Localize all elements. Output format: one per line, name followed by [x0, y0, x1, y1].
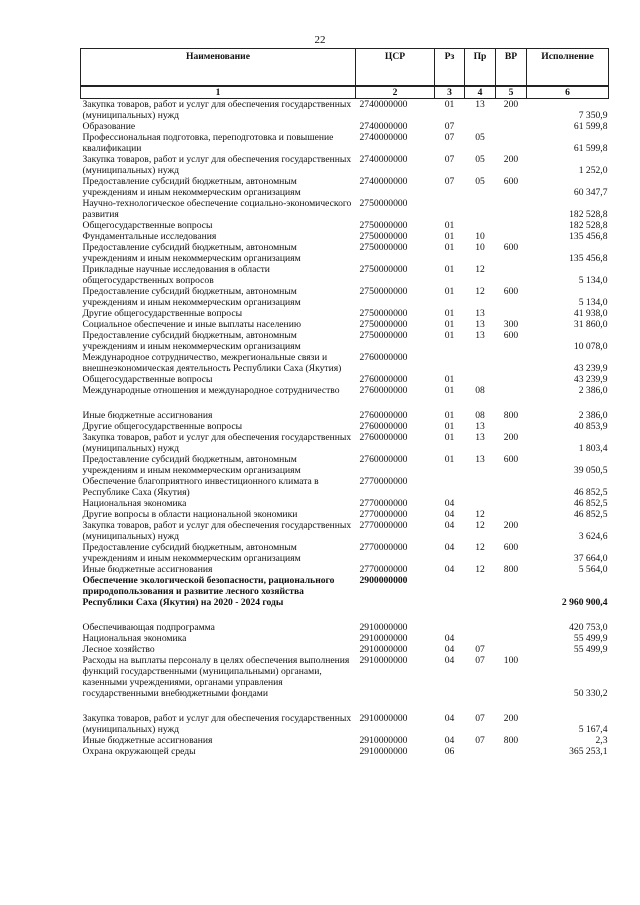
table-row — [81, 374, 609, 385]
row-section-code: 01 — [444, 319, 455, 330]
row-csr-code: 2740000000 — [359, 99, 408, 110]
row-expense-type — [496, 746, 527, 757]
row-expense-type — [496, 121, 527, 132]
row-execution-amount: 5 564,0 — [578, 564, 608, 575]
row-expense-type — [496, 132, 527, 154]
row-section-code: 01 — [444, 385, 455, 396]
row-subsection-code: 05 — [475, 154, 485, 165]
row-subsection-code — [465, 352, 496, 374]
table-row — [81, 99, 609, 122]
row-section-code: 04 — [444, 655, 455, 666]
row-csr-code: 2760000000 — [359, 454, 408, 465]
row-subsection-code: 13 — [475, 99, 485, 110]
row-csr-code: 2740000000 — [359, 132, 408, 143]
row-section-code: 07 — [444, 132, 455, 143]
row-csr-code: 2750000000 — [359, 231, 408, 242]
column-header-pr: Пр — [465, 49, 496, 87]
row-csr-code — [356, 396, 435, 410]
column-number: 2 — [356, 86, 435, 99]
row-expense-type: 600 — [503, 542, 519, 553]
row-csr-code: 2770000000 — [359, 542, 408, 553]
table-row — [81, 713, 609, 735]
row-execution-amount: 61 599,8 — [573, 143, 608, 154]
row-subsection-code: 12 — [475, 509, 485, 520]
row-expense-type: 600 — [503, 330, 519, 341]
row-execution-amount: 41 938,0 — [573, 308, 608, 319]
column-header-csr: ЦСР — [356, 49, 435, 87]
column-number: 5 — [496, 86, 527, 99]
table-row — [81, 154, 609, 176]
row-csr-code: 2910000000 — [359, 713, 408, 724]
row-expense-type — [496, 622, 527, 633]
row-csr-code: 2770000000 — [359, 498, 408, 509]
row-section-code: 01 — [444, 374, 455, 385]
row-section-code: 07 — [444, 176, 455, 187]
row-section-code: 04 — [444, 520, 455, 531]
row-execution-amount: 43 239,9 — [573, 374, 608, 385]
column-number: 6 — [527, 86, 609, 99]
row-subsection-code: 05 — [475, 132, 485, 143]
spacer-row — [81, 608, 609, 622]
row-subsection-code — [465, 608, 496, 622]
row-subsection-code: 07 — [475, 655, 485, 666]
row-name: Общегосударственные вопросы — [82, 374, 213, 385]
table-row — [81, 644, 609, 655]
table-row — [81, 735, 609, 746]
row-name: Общегосударственные вопросы — [82, 220, 213, 231]
row-expense-type — [496, 308, 527, 319]
row-name: Лесное хозяйство — [82, 644, 155, 655]
row-name: Другие вопросы в области национальной экономики — [82, 509, 298, 520]
row-execution-amount: 31 860,0 — [573, 319, 608, 330]
row-csr-code: 2750000000 — [359, 198, 408, 209]
row-execution-amount: 10 078,0 — [573, 341, 608, 352]
row-execution-amount: 61 599,8 — [573, 121, 608, 132]
column-header-exec: Исполнение — [527, 49, 609, 87]
row-name: Фундаментальные исследования — [82, 231, 217, 242]
table-row — [81, 121, 609, 132]
row-name: Предоставление субсидий бюджетным, автономным учреждениям и иным некоммерческим организациям — [82, 176, 301, 198]
row-subsection-code: 07 — [475, 735, 485, 746]
row-name: Предоставление субсидий бюджетным, автономным учреждениям и иным некоммерческим организациям — [82, 542, 301, 564]
row-csr-code: 2770000000 — [359, 564, 408, 575]
row-subsection-code — [465, 575, 496, 608]
table-row — [81, 319, 609, 330]
row-subsection-code — [465, 498, 496, 509]
table-row — [81, 385, 609, 396]
row-subsection-code — [465, 699, 496, 713]
row-csr-code: 2910000000 — [359, 644, 408, 655]
row-name: Другие общегосударственные вопросы — [82, 308, 243, 319]
row-csr-code: 2750000000 — [359, 308, 408, 319]
row-name: Закупка товаров, работ и услуг для обеспечения государственных (муниципальных) нужд — [82, 99, 352, 121]
table-row — [81, 132, 609, 154]
row-csr-code: 2760000000 — [359, 385, 408, 396]
row-name: Обеспечение экологической безопасности, рационального природопользования и развитие лесного хозяйства Республики Саха (Якутия) на 2020 - 2024 годы — [82, 575, 335, 608]
budget-table — [80, 48, 609, 757]
row-csr-code — [356, 699, 435, 713]
row-section-code: 04 — [444, 633, 455, 644]
row-subsection-code: 13 — [475, 421, 485, 432]
row-execution-amount: 135 456,8 — [569, 253, 608, 264]
page-number: 22 — [314, 34, 326, 46]
row-expense-type — [496, 231, 527, 242]
table-row — [81, 633, 609, 644]
row-section-code: 01 — [444, 454, 455, 465]
table-row — [81, 509, 609, 520]
table-row — [81, 231, 609, 242]
row-csr-code: 2770000000 — [359, 520, 408, 531]
row-execution-amount: 420 753,0 — [569, 622, 608, 633]
row-execution-amount: 2,3 — [595, 735, 608, 746]
column-header-name: Наименование — [81, 49, 356, 87]
row-subsection-code: 08 — [475, 385, 485, 396]
row-subsection-code: 12 — [475, 542, 485, 553]
row-expense-type — [496, 575, 527, 608]
row-subsection-code: 05 — [475, 176, 485, 187]
row-name: Образование — [82, 121, 136, 132]
row-section-code: 04 — [444, 564, 455, 575]
row-execution-amount: 1 252,0 — [578, 165, 608, 176]
row-section-code — [435, 699, 465, 713]
row-expense-type: 200 — [503, 713, 519, 724]
row-section-code — [435, 352, 465, 374]
row-expense-type — [496, 633, 527, 644]
row-expense-type: 800 — [503, 410, 519, 421]
row-name: Обеспечивающая подпрограмма — [82, 622, 215, 633]
row-expense-type — [496, 220, 527, 231]
row-section-code: 04 — [444, 713, 455, 724]
row-name: Обеспечение благоприятного инвестиционного климата в Республике Саха (Якутия) — [82, 476, 319, 498]
row-execution-amount: 5 167,4 — [578, 724, 608, 735]
row-execution-amount: 5 134,0 — [578, 275, 608, 286]
row-execution-amount: 40 853,9 — [573, 421, 608, 432]
row-section-code — [435, 476, 465, 498]
row-subsection-code: 13 — [475, 432, 485, 443]
table-row — [81, 198, 609, 220]
row-csr-code: 2750000000 — [359, 286, 408, 297]
row-execution-amount: 1 803,4 — [578, 443, 608, 454]
row-name: Национальная экономика — [82, 633, 187, 644]
row-execution-amount: 37 664,0 — [573, 553, 608, 564]
row-expense-type — [496, 608, 527, 622]
header-row — [81, 49, 609, 87]
row-csr-code: 2910000000 — [359, 633, 408, 644]
row-subsection-code: 13 — [475, 308, 485, 319]
table-row — [81, 286, 609, 308]
row-section-code: 01 — [444, 330, 455, 341]
row-csr-code: 2750000000 — [359, 264, 408, 275]
row-subsection-code: 08 — [475, 410, 485, 421]
row-subsection-code: 13 — [475, 454, 485, 465]
row-subsection-code — [465, 121, 496, 132]
row-name: Другие общегосударственные вопросы — [82, 421, 243, 432]
row-csr-code: 2750000000 — [359, 220, 408, 231]
table-body — [81, 99, 609, 758]
row-name: Социальное обеспечение и иные выплаты населению — [82, 319, 301, 330]
table-row — [81, 421, 609, 432]
row-name: Предоставление субсидий бюджетным, автономным учреждениям и иным некоммерческим организациям — [82, 286, 301, 308]
row-section-code: 01 — [444, 286, 455, 297]
row-name: Профессиональная подготовка, переподготовка и повышение квалификации — [82, 132, 334, 154]
row-section-code: 04 — [444, 509, 455, 520]
row-execution-amount — [527, 608, 609, 622]
row-execution-amount: 46 852,5 — [573, 487, 608, 498]
table-row — [81, 410, 609, 421]
row-subsection-code: 07 — [475, 713, 485, 724]
row-csr-code: 2750000000 — [359, 330, 408, 341]
row-section-code — [435, 396, 465, 410]
row-csr-code: 2910000000 — [359, 655, 408, 666]
row-name: Закупка товаров, работ и услуг для обеспечения государственных (муниципальных) нужд — [82, 154, 352, 176]
row-section-code: 01 — [444, 432, 455, 443]
row-subsection-code — [465, 220, 496, 231]
row-execution-amount: 46 852,5 — [573, 498, 608, 509]
row-expense-type — [496, 264, 527, 286]
row-section-code: 01 — [444, 264, 455, 275]
row-section-code — [435, 608, 465, 622]
row-execution-amount: 5 134,0 — [578, 297, 608, 308]
row-name: Предоставление субсидий бюджетным, автономным учреждениям и иным некоммерческим организациям — [82, 454, 301, 476]
row-section-code: 07 — [444, 154, 455, 165]
row-execution-amount: 60 347,7 — [573, 187, 608, 198]
row-expense-type — [496, 644, 527, 655]
row-expense-type: 800 — [503, 735, 519, 746]
row-section-code — [435, 622, 465, 633]
spacer-row — [81, 396, 609, 410]
row-name: Национальная экономика — [82, 498, 187, 509]
row-execution-amount — [527, 396, 609, 410]
table-row — [81, 575, 609, 608]
row-section-code: 07 — [444, 121, 455, 132]
row-section-code: 04 — [444, 542, 455, 553]
row-section-code: 01 — [444, 308, 455, 319]
row-expense-type: 300 — [503, 319, 519, 330]
row-expense-type — [496, 421, 527, 432]
row-csr-code: 2750000000 — [359, 242, 408, 253]
row-execution-amount: 2 386,0 — [578, 410, 608, 421]
table-row — [81, 498, 609, 509]
row-csr-code: 2760000000 — [359, 421, 408, 432]
row-section-code: 01 — [444, 99, 455, 110]
row-csr-code: 2760000000 — [359, 374, 408, 385]
row-expense-type: 600 — [503, 454, 519, 465]
row-subsection-code: 12 — [475, 286, 485, 297]
column-header-vr: ВР — [496, 49, 527, 87]
row-name: Охрана окружающей среды — [82, 746, 196, 757]
row-expense-type: 200 — [503, 154, 519, 165]
row-execution-amount: 3 624,6 — [578, 531, 608, 542]
row-csr-code: 2750000000 — [359, 319, 408, 330]
row-execution-amount — [527, 699, 609, 713]
row-execution-amount: 7 350,9 — [578, 110, 608, 121]
row-subsection-code: 13 — [475, 319, 485, 330]
row-execution-amount: 2 386,0 — [578, 385, 608, 396]
row-name: Международное сотрудничество, межрегиональные связи и внешнеэкономическая деятельность Республики Саха (Якутия) — [82, 352, 342, 374]
row-expense-type — [496, 476, 527, 498]
table-row — [81, 622, 609, 633]
row-execution-amount: 182 528,8 — [569, 209, 608, 220]
column-number: 1 — [81, 86, 356, 99]
row-subsection-code — [465, 374, 496, 385]
row-csr-code: 2910000000 — [359, 735, 408, 746]
row-csr-code: 2760000000 — [359, 352, 408, 363]
row-section-code — [435, 198, 465, 220]
row-subsection-code — [465, 396, 496, 410]
row-expense-type — [496, 509, 527, 520]
table-row — [81, 564, 609, 575]
row-execution-amount: 55 499,9 — [573, 633, 608, 644]
table-row — [81, 176, 609, 198]
row-section-code: 01 — [444, 242, 455, 253]
table-row — [81, 330, 609, 352]
row-csr-code: 2910000000 — [359, 622, 408, 633]
row-expense-type: 200 — [503, 432, 519, 443]
row-subsection-code: 12 — [475, 520, 485, 531]
table-row — [81, 746, 609, 757]
row-csr-code: 2910000000 — [359, 746, 408, 757]
row-subsection-code — [465, 198, 496, 220]
row-subsection-code: 10 — [475, 242, 485, 253]
row-name: Научно-технологическое обеспечение социально-экономического развития — [82, 198, 352, 220]
row-subsection-code: 07 — [475, 644, 485, 655]
column-number-row — [81, 86, 609, 99]
row-subsection-code — [465, 622, 496, 633]
table-row — [81, 220, 609, 231]
table-row — [81, 476, 609, 498]
row-subsection-code: 12 — [475, 264, 485, 275]
row-execution-amount: 2 960 900,4 — [561, 597, 608, 608]
row-subsection-code: 13 — [475, 330, 485, 341]
row-csr-code: 2740000000 — [359, 154, 408, 165]
row-name: Иные бюджетные ассигнования — [82, 735, 213, 746]
row-execution-amount: 365 253,1 — [569, 746, 608, 757]
row-expense-type: 600 — [503, 242, 519, 253]
row-name: Расходы на выплаты персоналу в целях обеспечения выполнения функций государственными (муниципальными) органами, казенными учреждениями, органами управления государственными внебюджетными фондами — [82, 655, 350, 699]
row-expense-type: 100 — [503, 655, 519, 666]
row-csr-code: 2770000000 — [359, 509, 408, 520]
row-expense-type: 200 — [503, 99, 519, 110]
table-row — [81, 264, 609, 286]
row-execution-amount: 135 456,8 — [569, 231, 608, 242]
row-name — [81, 608, 356, 622]
row-name: Прикладные научные исследования в области общегосударственных вопросов — [82, 264, 270, 286]
table-row — [81, 655, 609, 699]
row-name: Иные бюджетные ассигнования — [82, 410, 213, 421]
row-csr-code: 2760000000 — [359, 410, 408, 421]
row-expense-type: 800 — [503, 564, 519, 575]
row-name: Предоставление субсидий бюджетным, автономным учреждениям и иным некоммерческим организациям — [82, 330, 301, 352]
row-execution-amount: 43 239,9 — [573, 363, 608, 374]
row-subsection-code — [465, 476, 496, 498]
row-csr-code: 2760000000 — [359, 432, 408, 443]
row-section-code: 04 — [444, 498, 455, 509]
row-subsection-code — [465, 633, 496, 644]
row-execution-amount: 55 499,9 — [573, 644, 608, 655]
row-csr-code: 2770000000 — [359, 476, 408, 487]
row-csr-code: 2740000000 — [359, 121, 408, 132]
row-name: Закупка товаров, работ и услуг для обеспечения государственных (муниципальных) нужд — [82, 713, 352, 735]
row-expense-type — [496, 352, 527, 374]
row-name: Предоставление субсидий бюджетным, автономным учреждениям и иным некоммерческим организациям — [82, 242, 301, 264]
column-number: 3 — [435, 86, 465, 99]
row-execution-amount: 46 852,5 — [573, 509, 608, 520]
row-section-code: 04 — [444, 644, 455, 655]
row-name: Международные отношения и международное сотрудничество — [82, 385, 340, 396]
row-subsection-code: 12 — [475, 564, 485, 575]
table-row — [81, 542, 609, 564]
table-row — [81, 352, 609, 374]
row-section-code: 01 — [444, 220, 455, 231]
row-section-code: 01 — [444, 421, 455, 432]
spacer-row — [81, 699, 609, 713]
table-row — [81, 308, 609, 319]
row-csr-code: 2900000000 — [359, 575, 408, 586]
row-expense-type — [496, 374, 527, 385]
row-expense-type: 200 — [503, 520, 519, 531]
row-section-code: 06 — [444, 746, 455, 757]
table-row — [81, 454, 609, 476]
row-name — [81, 699, 356, 713]
row-section-code: 01 — [444, 410, 455, 421]
row-subsection-code — [465, 746, 496, 757]
column-number: 4 — [465, 86, 496, 99]
row-section-code — [435, 575, 465, 608]
row-expense-type — [496, 385, 527, 396]
row-section-code: 04 — [444, 735, 455, 746]
column-header-rz: Рз — [435, 49, 465, 87]
row-csr-code: 2740000000 — [359, 176, 408, 187]
row-name: Закупка товаров, работ и услуг для обеспечения государственных (муниципальных) нужд — [82, 432, 352, 454]
row-subsection-code: 10 — [475, 231, 485, 242]
row-csr-code — [356, 608, 435, 622]
table-row — [81, 242, 609, 264]
table-row — [81, 432, 609, 454]
table-row — [81, 520, 609, 542]
row-name — [81, 396, 356, 410]
row-execution-amount: 50 330,2 — [573, 688, 608, 699]
row-expense-type: 600 — [503, 286, 519, 297]
row-name: Закупка товаров, работ и услуг для обеспечения государственных (муниципальных) нужд — [82, 520, 352, 542]
row-execution-amount: 182 528,8 — [569, 220, 608, 231]
row-expense-type — [496, 396, 527, 410]
row-execution-amount: 39 050,5 — [573, 465, 608, 476]
row-name: Иные бюджетные ассигнования — [82, 564, 213, 575]
row-expense-type — [496, 198, 527, 220]
row-expense-type — [496, 699, 527, 713]
row-section-code: 01 — [444, 231, 455, 242]
row-expense-type: 600 — [503, 176, 519, 187]
row-expense-type — [496, 498, 527, 509]
